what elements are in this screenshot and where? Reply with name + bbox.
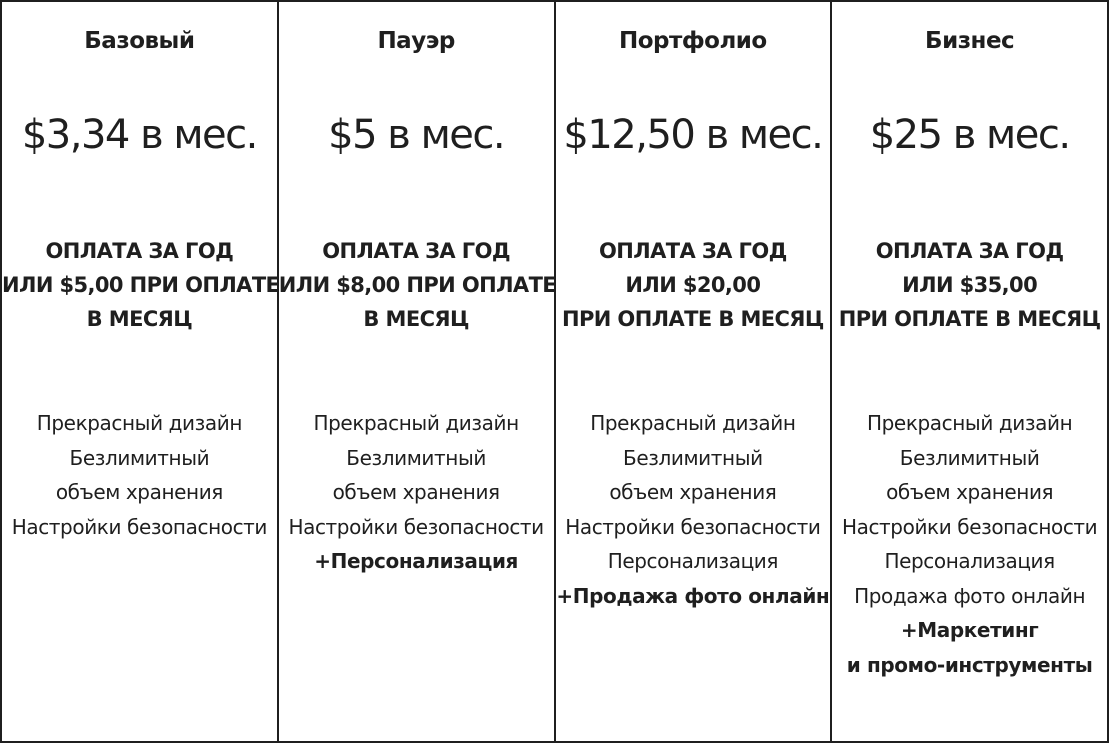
billing-terms: [832, 234, 1107, 336]
plan-price: $5 в мес.: [328, 112, 505, 158]
feature-item: Персонализация: [607, 549, 779, 573]
billing-line: ОПЛАТА ЗА ГОД: [599, 239, 787, 263]
billing-terms: [278, 234, 557, 336]
feature-item: Прекрасный дизайн: [866, 411, 1073, 435]
billing-line: ОПЛАТА ЗА ГОД: [45, 239, 234, 263]
billing-terms: [556, 234, 831, 336]
plan-column-power: [277, 2, 557, 741]
feature-item: Продажа фото онлайн: [854, 583, 1086, 608]
feature-item: Настройки безопасности: [288, 514, 544, 539]
feature-item-new: +Маркетинг: [900, 618, 1039, 642]
plan-column-basic: [2, 2, 280, 741]
billing-line: ИЛИ $20,00: [625, 273, 761, 297]
plan-price: $25 в мес.: [869, 112, 1070, 158]
feature-item-new: и промо-инструменты: [846, 652, 1093, 677]
plan-name: Портфолио: [619, 28, 767, 54]
billing-line: ИЛИ $8,00 ПРИ ОПЛАТЕ: [278, 273, 557, 297]
feature-item: Настройки безопасности: [11, 514, 268, 539]
billing-line: ОПЛАТА ЗА ГОД: [875, 239, 1064, 263]
billing-line: В МЕСЯЦ: [86, 307, 193, 331]
feature-list: [832, 406, 1107, 682]
billing-line: ОПЛАТА ЗА ГОД: [322, 239, 510, 263]
feature-item: Безлимитный: [346, 445, 486, 470]
feature-item: Настройки безопасности: [841, 514, 1098, 539]
feature-item: Безлимитный: [69, 445, 210, 470]
plan-name: Базовый: [84, 28, 195, 54]
plan-column-portfolio: [554, 2, 831, 741]
feature-item: Прекрасный дизайн: [590, 411, 796, 435]
feature-item: Безлимитный: [623, 445, 763, 470]
feature-list: [556, 406, 831, 613]
plan-price: $3,34 в мес.: [21, 112, 257, 158]
billing-line: ИЛИ $35,00: [902, 273, 1038, 297]
feature-item: Прекрасный дизайн: [36, 411, 243, 435]
plan-price: $12,50 в мес.: [563, 112, 823, 158]
feature-list: [279, 406, 554, 579]
feature-item: объем хранения: [609, 480, 777, 504]
feature-item: объем хранения: [55, 480, 223, 504]
feature-item: Прекрасный дизайн: [313, 411, 519, 435]
feature-item: объем хранения: [886, 480, 1054, 504]
billing-line: В МЕСЯЦ: [363, 307, 469, 331]
plan-column-business: [830, 2, 1107, 741]
feature-item-new: +Продажа фото онлайн: [556, 583, 830, 608]
billing-line: ПРИ ОПЛАТЕ В МЕСЯЦ: [838, 307, 1101, 331]
billing-line: ПРИ ОПЛАТЕ В МЕСЯЦ: [561, 307, 824, 331]
billing-terms: [2, 234, 280, 336]
feature-item-new: +Персонализация: [314, 549, 518, 573]
feature-item: Настройки безопасности: [565, 514, 821, 539]
plan-name: Пауэр: [377, 28, 455, 54]
feature-item: Персонализация: [884, 549, 1055, 573]
billing-line: ИЛИ $5,00 ПРИ ОПЛАТЕ: [2, 273, 280, 297]
feature-item: объем хранения: [332, 480, 500, 504]
feature-item: Безлимитный: [899, 445, 1040, 470]
feature-list: [2, 406, 277, 544]
plan-name: Бизнес: [925, 28, 1015, 54]
